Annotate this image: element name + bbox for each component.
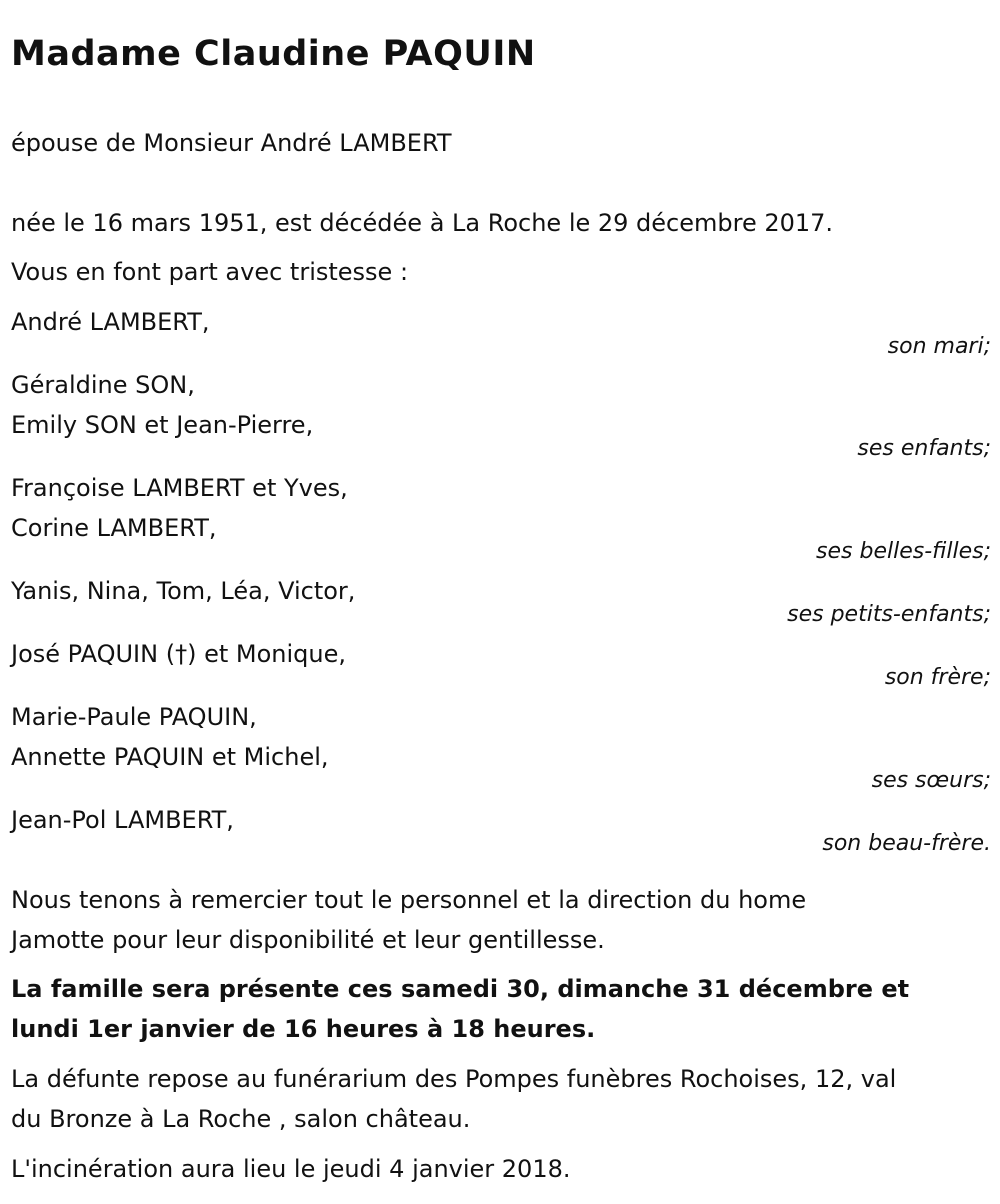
page-title: Madame Claudine PAQUIN [11,34,536,74]
presence-line: lundi 1er janvier de 16 heures à 18 heures. [11,1015,596,1043]
thanks-line: Jamotte pour leur disponibilité et leur gentillesse. [11,926,605,954]
family-name-sister: Marie-Paule PAQUIN, [11,703,257,731]
family-name-child: Géraldine SON, [11,371,195,399]
announce-line: Vous en font part avec tristesse : [11,258,409,286]
family-name-sister: Annette PAQUIN et Michel, [11,743,329,771]
family-role-husband: son mari; [887,334,991,359]
thanks-line: Nous tenons à remercier tout le personnel et la direction du home [11,886,807,914]
family-name-brother [11,639,346,669]
birth-death-line: née le 16 mars 1951, est décédée à La Roche le 29 décembre 2017. [11,209,834,237]
family-name-brother-in-law: Jean-Pol LAMBERT, [11,806,234,834]
family-name-husband: André LAMBERT, [11,308,210,336]
family-role-daughters-in-law: ses belles-filles; [816,539,991,564]
family-role-brother-in-law: son beau-frère. [822,831,991,856]
rest-line: du Bronze à La Roche , salon château. [11,1105,471,1133]
cremation-line: L'incinération aura lieu le jeudi 4 janvier 2018. [11,1155,571,1183]
family-role-sisters: ses sœurs; [871,768,991,793]
rest-line: La défunte repose au funérarium des Pompes funèbres Rochoises, 12, val [11,1065,897,1093]
presence-line: La famille sera présente ces samedi 30, dimanche 31 décembre et [11,975,910,1003]
spouse-line: épouse de Monsieur André LAMBERT [11,129,452,157]
family-name-daughter-in-law: Françoise LAMBERT et Yves, [11,474,348,502]
brother-name-after: ) et Monique, [187,640,346,668]
family-role-grandchildren: ses petits-enfants; [787,602,991,627]
family-name-grandchildren: Yanis, Nina, Tom, Léa, Victor, [11,577,356,605]
family-name-child: Emily SON et Jean-Pierre, [11,411,314,439]
family-role-brother: son frère; [884,665,991,690]
cross-icon: † [175,640,188,668]
family-name-daughter-in-law: Corine LAMBERT, [11,514,217,542]
family-role-children: ses enfants; [857,436,991,461]
brother-name-before: José PAQUIN ( [11,640,176,668]
